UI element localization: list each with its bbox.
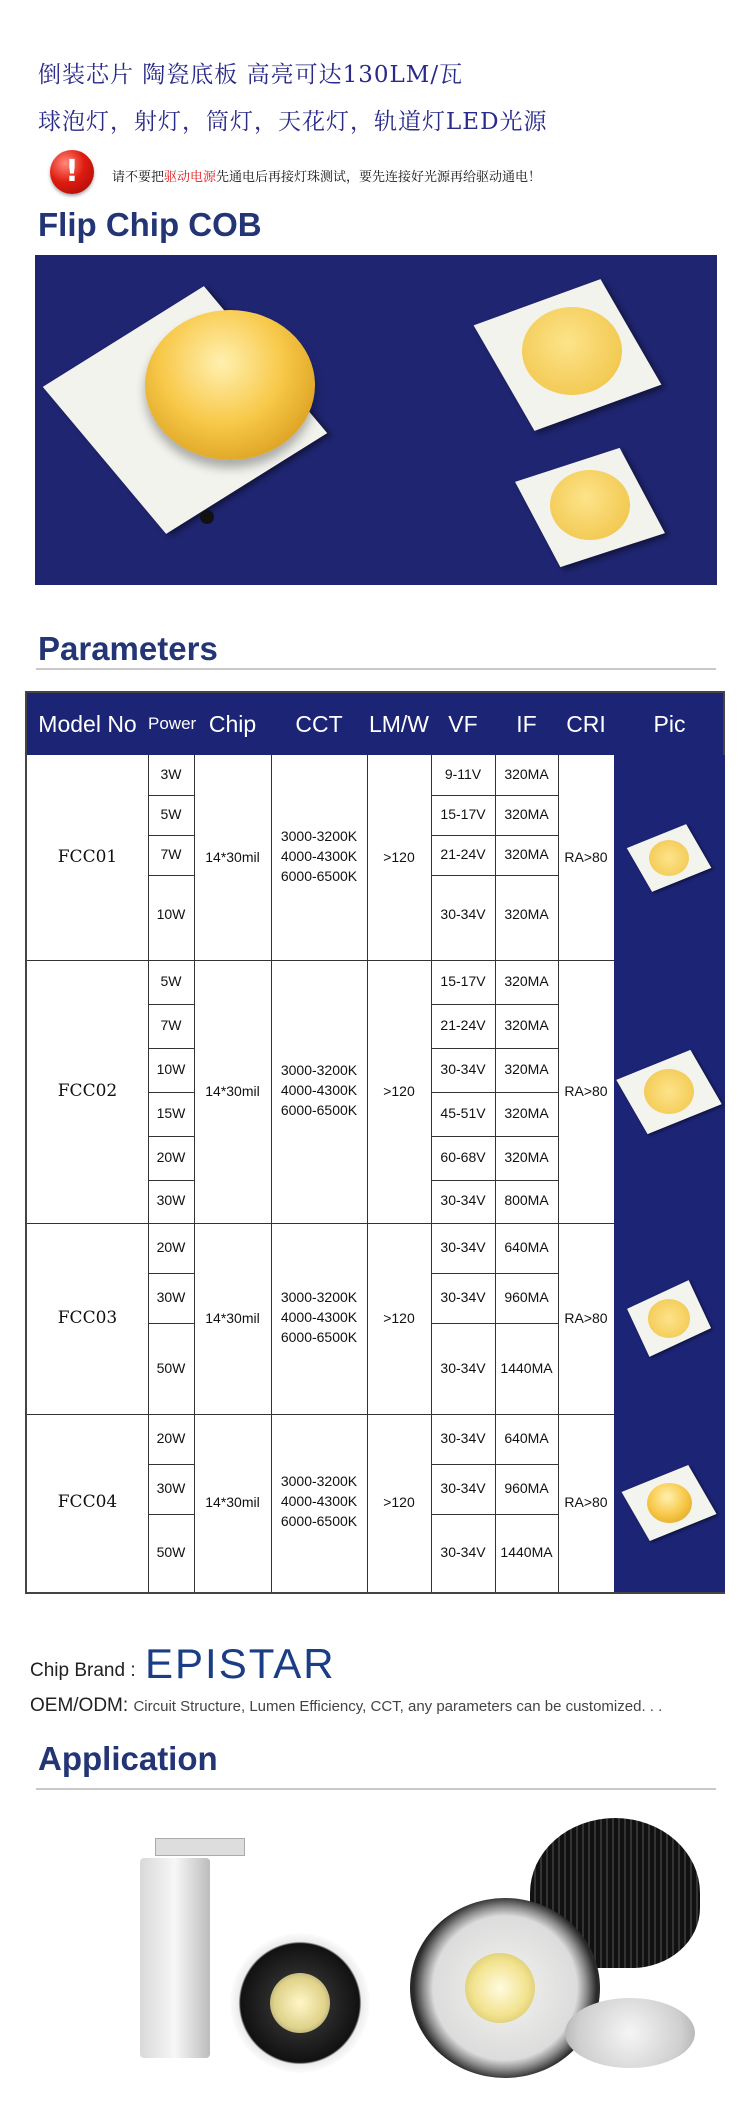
cct-range: 4000-4300K bbox=[280, 847, 358, 864]
row-divider bbox=[148, 1136, 194, 1137]
vf-value: 30-34V bbox=[440, 1289, 486, 1305]
row-divider bbox=[148, 795, 194, 796]
cct-range: 6000-6500K bbox=[280, 1101, 358, 1118]
table-header bbox=[27, 693, 723, 755]
power-value: 5W bbox=[160, 973, 182, 989]
vf-value: 45-51V bbox=[440, 1105, 486, 1121]
vf-value: 30-34V bbox=[440, 1239, 486, 1255]
row-divider bbox=[148, 1323, 194, 1324]
if-value: 800MA bbox=[504, 1191, 549, 1208]
chip-size: 14*30mil bbox=[205, 1494, 260, 1510]
product-photo-cob bbox=[35, 255, 717, 585]
cri-value: RA>80 bbox=[564, 848, 608, 865]
row-divider bbox=[431, 1092, 558, 1093]
col-header-chip: Chip bbox=[208, 711, 257, 737]
cob-medium-emitter bbox=[522, 307, 622, 395]
power-value: 50W bbox=[156, 1359, 186, 1376]
row-divider bbox=[431, 1004, 558, 1005]
epistar-logo: EPISTAR bbox=[145, 1640, 336, 1687]
row-divider bbox=[431, 1048, 558, 1049]
power-value: 15W bbox=[156, 1105, 186, 1121]
vf-value: 60-68V bbox=[440, 1149, 486, 1165]
vf-value: 30-34V bbox=[440, 1544, 486, 1560]
if-value: 640MA bbox=[504, 1430, 549, 1446]
row-divider bbox=[148, 1514, 194, 1515]
chip-brand-label: Chip Brand : bbox=[30, 1660, 136, 1681]
col-header-pic: Pic bbox=[653, 711, 686, 737]
power-value: 7W bbox=[160, 1017, 182, 1033]
row-divider bbox=[431, 1464, 558, 1465]
row-divider bbox=[431, 795, 558, 796]
if-value: 640MA bbox=[504, 1239, 549, 1255]
section-title-flip-chip: Flip Chip COB bbox=[38, 206, 262, 243]
cob-thumbnail-emitter bbox=[648, 1299, 691, 1337]
if-value: 960MA bbox=[504, 1480, 549, 1496]
model-no: FCC01 bbox=[57, 846, 118, 867]
power-value: 30W bbox=[156, 1480, 186, 1496]
power-value: 30W bbox=[156, 1289, 186, 1305]
driver-housing bbox=[140, 1858, 210, 2058]
lumen-per-watt: >120 bbox=[383, 1309, 415, 1326]
model-no: FCC02 bbox=[57, 1080, 118, 1101]
power-value: 20W bbox=[156, 1239, 186, 1255]
divider bbox=[36, 668, 716, 670]
power-value: 5W bbox=[160, 806, 182, 822]
if-value: 320MA bbox=[504, 846, 549, 862]
if-value: 1440MA bbox=[500, 1359, 553, 1376]
power-value: 7W bbox=[160, 846, 182, 862]
vf-value: 15-17V bbox=[440, 806, 486, 822]
column-divider bbox=[148, 755, 149, 1592]
cri-value: RA>80 bbox=[564, 1309, 608, 1326]
vf-value: 30-34V bbox=[440, 1359, 486, 1376]
pic-cell bbox=[614, 1414, 725, 1592]
cct-range: 6000-6500K bbox=[280, 1328, 358, 1345]
exclamation-icon: ! bbox=[50, 150, 94, 194]
pic-cell bbox=[614, 960, 725, 1223]
divider bbox=[36, 1788, 716, 1790]
power-value: 30W bbox=[156, 1191, 186, 1208]
oem-label: OEM/ODM: bbox=[30, 1695, 129, 1716]
pic-cell bbox=[614, 755, 725, 960]
row-divider bbox=[431, 1514, 558, 1515]
col-header-cct: CCT bbox=[295, 711, 343, 737]
cob-small-emitter bbox=[550, 470, 630, 540]
row-divider bbox=[148, 835, 194, 836]
second-downlight bbox=[565, 1998, 695, 2068]
cob-lens bbox=[465, 1953, 535, 2023]
if-value: 1440MA bbox=[500, 1544, 553, 1560]
if-value: 320MA bbox=[504, 1105, 549, 1121]
if-value: 320MA bbox=[504, 1017, 549, 1033]
cri-value: RA>80 bbox=[564, 1494, 608, 1510]
chip-size: 14*30mil bbox=[205, 1082, 260, 1099]
col-header-lmw: LM/W bbox=[368, 711, 430, 737]
downlight-photo bbox=[410, 1818, 710, 2098]
cct-range: 6000-6500K bbox=[280, 867, 358, 884]
row-divider bbox=[431, 835, 558, 836]
row-divider bbox=[431, 1273, 558, 1274]
vf-value: 30-34V bbox=[440, 1480, 486, 1496]
track-adapter bbox=[155, 1838, 245, 1856]
lumen-per-watt: >120 bbox=[383, 1494, 415, 1510]
col-header-model: Model No bbox=[38, 711, 137, 737]
cri-value: RA>80 bbox=[564, 1082, 608, 1099]
pic-cell bbox=[614, 1223, 725, 1414]
cob-large-lens bbox=[145, 310, 315, 460]
cob-thumbnail-emitter bbox=[644, 1069, 694, 1114]
track-light-photo bbox=[130, 1818, 370, 2098]
column-divider bbox=[194, 755, 195, 1592]
group-divider bbox=[27, 1414, 614, 1415]
row-divider bbox=[148, 1004, 194, 1005]
chip-size: 14*30mil bbox=[205, 848, 260, 865]
if-value: 960MA bbox=[504, 1289, 549, 1305]
cob-lens bbox=[270, 1973, 330, 2033]
model-no: FCC03 bbox=[57, 1307, 118, 1328]
cct-range: 4000-4300K bbox=[280, 1081, 358, 1098]
column-divider bbox=[431, 755, 432, 1592]
cct-range: 3000-3200K bbox=[280, 1061, 358, 1078]
cct-range: 4000-4300K bbox=[280, 1493, 358, 1509]
headline-applications: 球泡灯，射灯，筒灯，天花灯，轨道灯LED光源 bbox=[38, 109, 548, 135]
if-value: 320MA bbox=[504, 806, 549, 822]
power-value: 10W bbox=[156, 1061, 186, 1077]
cct-range: 3000-3200K bbox=[280, 827, 358, 844]
vf-value: 30-34V bbox=[440, 1430, 486, 1446]
power-value: 10W bbox=[156, 906, 186, 922]
cct-range: 6000-6500K bbox=[280, 1513, 358, 1529]
row-divider bbox=[148, 1273, 194, 1274]
column-divider bbox=[367, 755, 368, 1592]
cct-range: 3000-3200K bbox=[280, 1473, 358, 1489]
row-divider bbox=[148, 1048, 194, 1049]
row-divider bbox=[431, 1180, 558, 1181]
col-header-power: Power bbox=[148, 714, 197, 733]
column-divider bbox=[558, 755, 559, 1592]
lumen-per-watt: >120 bbox=[383, 848, 415, 865]
vf-value: 30-34V bbox=[440, 906, 486, 922]
row-divider bbox=[148, 875, 194, 876]
vf-value: 30-34V bbox=[440, 1061, 486, 1077]
vf-value: 9-11V bbox=[444, 766, 482, 782]
oem-description: Circuit Structure, Lumen Efficiency, CCT, any parameters can be customized. . . bbox=[133, 1698, 663, 1715]
col-header-cri: CRI bbox=[566, 711, 606, 737]
row-divider bbox=[148, 1464, 194, 1465]
group-divider bbox=[27, 1223, 614, 1224]
vf-value: 21-24V bbox=[440, 846, 486, 862]
row-divider bbox=[431, 1136, 558, 1137]
row-divider bbox=[148, 1092, 194, 1093]
vf-value: 30-34V bbox=[440, 1191, 486, 1208]
cob-thumbnail-emitter bbox=[647, 1483, 692, 1524]
if-value: 320MA bbox=[504, 906, 549, 922]
row-divider bbox=[431, 875, 558, 876]
vf-value: 21-24V bbox=[440, 1017, 486, 1033]
chip-size: 14*30mil bbox=[205, 1309, 260, 1326]
vf-value: 15-17V bbox=[440, 973, 486, 989]
cob-thumbnail-emitter bbox=[649, 840, 689, 876]
power-value: 50W bbox=[156, 1544, 186, 1560]
column-divider bbox=[495, 755, 496, 1592]
section-title-parameters: Parameters bbox=[38, 630, 218, 667]
section-title-application: Application bbox=[38, 1740, 218, 1777]
power-value: 20W bbox=[156, 1430, 186, 1446]
col-header-vf: VF bbox=[448, 711, 478, 737]
lumen-per-watt: >120 bbox=[383, 1082, 415, 1099]
if-value: 320MA bbox=[504, 766, 549, 782]
cct-range: 4000-4300K bbox=[280, 1308, 358, 1325]
power-value: 3W bbox=[160, 766, 182, 782]
cct-range: 3000-3200K bbox=[280, 1288, 358, 1305]
warning-highlight: 驱动电源 bbox=[164, 170, 217, 185]
if-value: 320MA bbox=[504, 973, 549, 989]
group-divider bbox=[27, 960, 614, 961]
mount-hole bbox=[200, 510, 214, 524]
power-value: 20W bbox=[156, 1149, 186, 1165]
parameters-table bbox=[25, 691, 725, 1594]
if-value: 320MA bbox=[504, 1061, 549, 1077]
model-no: FCC04 bbox=[57, 1492, 118, 1512]
headline-features: 倒装芯片 陶瓷底板 高亮可达130LM/瓦 bbox=[38, 62, 464, 88]
if-value: 320MA bbox=[504, 1149, 549, 1165]
row-divider bbox=[148, 1180, 194, 1181]
col-header-if: IF bbox=[516, 711, 537, 737]
warning-text: 请不要把驱动电源先通电后再接灯珠测试，要先连接好光源再给驱动通电！ bbox=[112, 170, 542, 185]
row-divider bbox=[431, 1323, 558, 1324]
oem-odm-line bbox=[30, 1695, 662, 1717]
